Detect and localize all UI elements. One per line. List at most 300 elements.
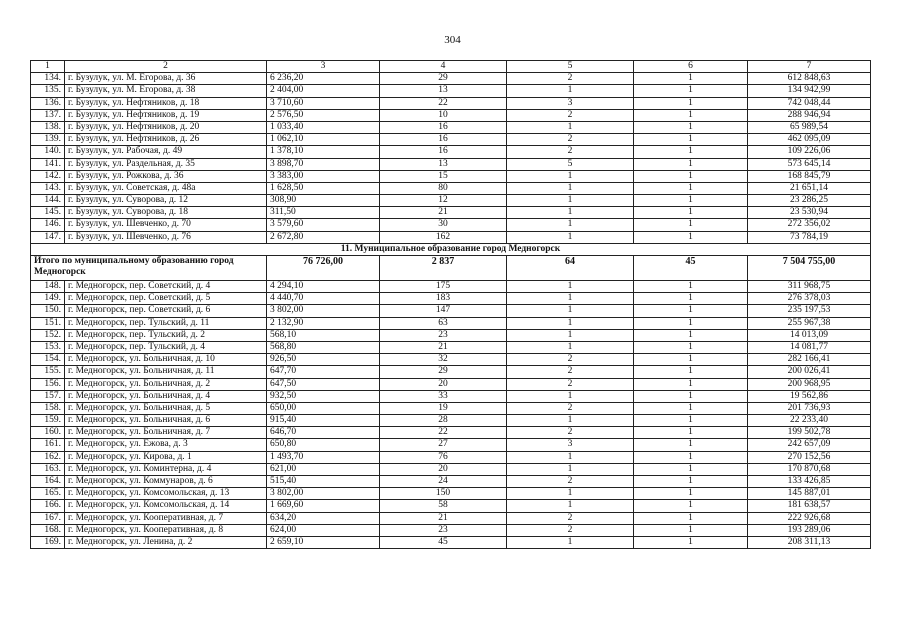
value-cell: 13: [380, 85, 507, 97]
value-cell: 13: [380, 158, 507, 170]
table-row: [31, 390, 871, 402]
address-cell: г. Медногорск, ул. Комсомольская, д. 13: [65, 488, 267, 500]
row-number: 168.: [31, 524, 65, 536]
row-number: 135.: [31, 85, 65, 97]
value-cell: 2: [507, 402, 634, 414]
address-cell: г. Бузулук, ул. Суворова, д. 12: [65, 195, 267, 207]
value-cell: 80: [380, 182, 507, 194]
value-cell: 15: [380, 170, 507, 182]
table-row: [31, 354, 871, 366]
row-number: 142.: [31, 170, 65, 182]
column-header: 2: [65, 61, 267, 73]
value-cell: 22: [380, 97, 507, 109]
address-cell: г. Медногорск, пер. Советский, д. 5: [65, 293, 267, 305]
area-cell: 6 236,20: [267, 73, 380, 85]
sum-cell: 270 152,56: [748, 451, 871, 463]
sum-cell: 242 657,09: [748, 439, 871, 451]
address-cell: г. Медногорск, пер. Тульский, д. 11: [65, 317, 267, 329]
value-cell: 1: [634, 146, 748, 158]
area-cell: 515,40: [267, 476, 380, 488]
value-cell: 2: [507, 354, 634, 366]
value-cell: 1: [634, 402, 748, 414]
table-row: [31, 341, 871, 353]
address-cell: г. Бузулук, ул. Шевченко, д. 70: [65, 219, 267, 231]
row-number: 158.: [31, 402, 65, 414]
sum-cell: 109 226,06: [748, 146, 871, 158]
value-cell: 1: [507, 219, 634, 231]
area-cell: 3 802,00: [267, 305, 380, 317]
value-cell: 1: [507, 329, 634, 341]
row-number: 149.: [31, 293, 65, 305]
table-row: [31, 329, 871, 341]
value-cell: 1: [634, 500, 748, 512]
value-cell: 1: [634, 97, 748, 109]
value-cell: 24: [380, 476, 507, 488]
row-number: 160.: [31, 427, 65, 439]
table-row: [31, 439, 871, 451]
sum-cell: 288 946,94: [748, 109, 871, 121]
table-row: [31, 182, 871, 194]
value-cell: 1: [634, 427, 748, 439]
value-cell: 23: [380, 524, 507, 536]
area-cell: 3 383,00: [267, 170, 380, 182]
value-cell: 147: [380, 305, 507, 317]
value-cell: 58: [380, 500, 507, 512]
column-header: 1: [31, 61, 65, 73]
sum-cell: 208 311,13: [748, 536, 871, 548]
sum-cell: 255 967,38: [748, 317, 871, 329]
value-cell: 1: [507, 170, 634, 182]
value-cell: 1: [634, 512, 748, 524]
section-heading-row: [31, 243, 871, 255]
sum-cell: 272 356,02: [748, 219, 871, 231]
row-number: 134.: [31, 73, 65, 85]
area-cell: 2 404,00: [267, 85, 380, 97]
table-row: [31, 366, 871, 378]
housing-table: [30, 60, 871, 549]
value-cell: 1: [634, 415, 748, 427]
value-cell: 183: [380, 293, 507, 305]
sum-cell: 276 378,03: [748, 293, 871, 305]
value-cell: 10: [380, 109, 507, 121]
value-cell: 16: [380, 134, 507, 146]
value-cell: 29: [380, 366, 507, 378]
table-row: [31, 317, 871, 329]
total-value: 45: [634, 256, 748, 281]
value-cell: 1: [634, 281, 748, 293]
total-label: Итого по муниципальному образованию город Медногорск: [31, 256, 267, 281]
area-cell: 915,40: [267, 415, 380, 427]
row-number: 139.: [31, 134, 65, 146]
row-number: 146.: [31, 219, 65, 231]
row-number: 155.: [31, 366, 65, 378]
column-header: 4: [380, 61, 507, 73]
value-cell: 1: [634, 463, 748, 475]
value-cell: 1: [507, 488, 634, 500]
table-row: [31, 488, 871, 500]
value-cell: 1: [634, 439, 748, 451]
area-cell: 1 033,40: [267, 121, 380, 133]
table-row: [31, 524, 871, 536]
value-cell: 2: [507, 524, 634, 536]
row-number: 138.: [31, 121, 65, 133]
address-cell: г. Бузулук, ул. М. Егорова, д. 38: [65, 85, 267, 97]
value-cell: 2: [507, 427, 634, 439]
table-row: [31, 536, 871, 548]
address-cell: г. Медногорск, ул. Коммунаров, д. 6: [65, 476, 267, 488]
table-row: [31, 402, 871, 414]
address-cell: г. Медногорск, пер. Тульский, д. 2: [65, 329, 267, 341]
table-row: [31, 500, 871, 512]
address-cell: г. Медногорск, ул. Ежова, д. 3: [65, 439, 267, 451]
total-area: 76 726,00: [267, 256, 380, 281]
sum-cell: 181 638,57: [748, 500, 871, 512]
row-number: 148.: [31, 281, 65, 293]
value-cell: 150: [380, 488, 507, 500]
column-header: 5: [507, 61, 634, 73]
sum-cell: 19 562,86: [748, 390, 871, 402]
sum-cell: 200 026,41: [748, 366, 871, 378]
table-row: [31, 476, 871, 488]
area-cell: 647,50: [267, 378, 380, 390]
value-cell: 175: [380, 281, 507, 293]
table-row: [31, 231, 871, 243]
value-cell: 1: [507, 536, 634, 548]
area-cell: 1 493,70: [267, 451, 380, 463]
area-cell: 621,00: [267, 463, 380, 475]
row-number: 157.: [31, 390, 65, 402]
value-cell: 1: [634, 317, 748, 329]
address-cell: г. Медногорск, пер. Советский, д. 6: [65, 305, 267, 317]
value-cell: 2: [507, 476, 634, 488]
value-cell: 1: [634, 451, 748, 463]
value-cell: 1: [507, 317, 634, 329]
value-cell: 2: [507, 109, 634, 121]
value-cell: 1: [634, 134, 748, 146]
table-row: [31, 170, 871, 182]
sum-cell: 14 081,77: [748, 341, 871, 353]
value-cell: 1: [634, 109, 748, 121]
row-number: 140.: [31, 146, 65, 158]
value-cell: 1: [507, 500, 634, 512]
sum-cell: 199 502,78: [748, 427, 871, 439]
area-cell: 1 062,10: [267, 134, 380, 146]
value-cell: 2: [507, 366, 634, 378]
value-cell: 1: [634, 121, 748, 133]
area-cell: 932,50: [267, 390, 380, 402]
sum-cell: 311 968,75: [748, 281, 871, 293]
address-cell: г. Бузулук, ул. Нефтяников, д. 20: [65, 121, 267, 133]
value-cell: 32: [380, 354, 507, 366]
value-cell: 3: [507, 439, 634, 451]
value-cell: 1: [634, 476, 748, 488]
table-row: [31, 281, 871, 293]
value-cell: 1: [634, 207, 748, 219]
sum-cell: 133 426,85: [748, 476, 871, 488]
area-cell: 646,70: [267, 427, 380, 439]
value-cell: 1: [634, 231, 748, 243]
value-cell: 1: [634, 85, 748, 97]
address-cell: г. Бузулук, ул. Рожкова, д. 36: [65, 170, 267, 182]
value-cell: 28: [380, 415, 507, 427]
value-cell: 1: [634, 219, 748, 231]
column-header: 3: [267, 61, 380, 73]
address-cell: г. Бузулук, ул. М. Егорова, д. 36: [65, 73, 267, 85]
row-number: 143.: [31, 182, 65, 194]
address-cell: г. Бузулук, ул. Суворова, д. 18: [65, 207, 267, 219]
value-cell: 45: [380, 536, 507, 548]
area-cell: 2 672,80: [267, 231, 380, 243]
sum-cell: 168 845,79: [748, 170, 871, 182]
value-cell: 1: [634, 73, 748, 85]
row-number: 145.: [31, 207, 65, 219]
table-row: [31, 305, 871, 317]
table-row: [31, 97, 871, 109]
value-cell: 19: [380, 402, 507, 414]
sum-cell: 222 926,68: [748, 512, 871, 524]
table-row: [31, 85, 871, 97]
address-cell: г. Медногорск, ул. Комсомольская, д. 14: [65, 500, 267, 512]
sum-cell: 742 048,44: [748, 97, 871, 109]
row-number: 150.: [31, 305, 65, 317]
sum-cell: 14 013,09: [748, 329, 871, 341]
row-number: 167.: [31, 512, 65, 524]
value-cell: 1: [634, 354, 748, 366]
value-cell: 23: [380, 329, 507, 341]
address-cell: г. Медногорск, ул. Больничная, д. 11: [65, 366, 267, 378]
table-row: [31, 415, 871, 427]
row-number: 159.: [31, 415, 65, 427]
table-row: [31, 207, 871, 219]
sum-cell: 170 870,68: [748, 463, 871, 475]
table-row: [31, 463, 871, 475]
row-number: 141.: [31, 158, 65, 170]
table-row: [31, 146, 871, 158]
value-cell: 1: [507, 121, 634, 133]
sum-cell: 200 968,95: [748, 378, 871, 390]
value-cell: 1: [634, 378, 748, 390]
sum-cell: 23 286,25: [748, 195, 871, 207]
row-number: 147.: [31, 231, 65, 243]
value-cell: 1: [507, 305, 634, 317]
value-cell: 21: [380, 341, 507, 353]
sum-cell: 235 197,53: [748, 305, 871, 317]
table-row: [31, 378, 871, 390]
area-cell: 568,10: [267, 329, 380, 341]
area-cell: 926,50: [267, 354, 380, 366]
row-number: 153.: [31, 341, 65, 353]
value-cell: 1: [507, 231, 634, 243]
value-cell: 76: [380, 451, 507, 463]
row-number: 152.: [31, 329, 65, 341]
column-header: 7: [748, 61, 871, 73]
value-cell: 16: [380, 146, 507, 158]
row-number: 165.: [31, 488, 65, 500]
value-cell: 1: [507, 85, 634, 97]
address-cell: г. Медногорск, пер. Советский, д. 4: [65, 281, 267, 293]
row-number: 166.: [31, 500, 65, 512]
area-cell: 4 294,10: [267, 281, 380, 293]
row-number: 136.: [31, 97, 65, 109]
value-cell: 2: [507, 134, 634, 146]
value-cell: 1: [634, 536, 748, 548]
value-cell: 1: [507, 195, 634, 207]
sum-cell: 573 645,14: [748, 158, 871, 170]
value-cell: 12: [380, 195, 507, 207]
address-cell: г. Бузулук, ул. Рабочая, д. 49: [65, 146, 267, 158]
area-cell: 634,20: [267, 512, 380, 524]
value-cell: 162: [380, 231, 507, 243]
address-cell: г. Медногорск, пер. Тульский, д. 4: [65, 341, 267, 353]
value-cell: 5: [507, 158, 634, 170]
sum-cell: 22 233,40: [748, 415, 871, 427]
area-cell: 647,70: [267, 366, 380, 378]
area-cell: 1 669,60: [267, 500, 380, 512]
value-cell: 2: [507, 378, 634, 390]
sum-cell: 23 530,94: [748, 207, 871, 219]
table-row: [31, 512, 871, 524]
row-number: 154.: [31, 354, 65, 366]
table-row: [31, 219, 871, 231]
table-row: [31, 427, 871, 439]
table-row: [31, 158, 871, 170]
area-cell: 2 132,90: [267, 317, 380, 329]
area-cell: 2 576,50: [267, 109, 380, 121]
value-cell: 1: [634, 341, 748, 353]
table-row: [31, 134, 871, 146]
address-cell: г. Бузулук, ул. Нефтяников, д. 26: [65, 134, 267, 146]
total-value: 64: [507, 256, 634, 281]
address-cell: г. Медногорск, ул. Больничная, д. 5: [65, 402, 267, 414]
total-sum: 7 504 755,00: [748, 256, 871, 281]
address-cell: г. Медногорск, ул. Больничная, д. 4: [65, 390, 267, 402]
area-cell: 650,80: [267, 439, 380, 451]
value-cell: 3: [507, 97, 634, 109]
sum-cell: 193 289,06: [748, 524, 871, 536]
address-cell: г. Медногорск, ул. Кирова, д. 1: [65, 451, 267, 463]
value-cell: 1: [634, 524, 748, 536]
row-number: 164.: [31, 476, 65, 488]
value-cell: 1: [634, 305, 748, 317]
column-header: 6: [634, 61, 748, 73]
value-cell: 22: [380, 427, 507, 439]
value-cell: 1: [507, 415, 634, 427]
total-value: 2 837: [380, 256, 507, 281]
value-cell: 16: [380, 121, 507, 133]
value-cell: 1: [507, 182, 634, 194]
area-cell: 3 802,00: [267, 488, 380, 500]
area-cell: 311,50: [267, 207, 380, 219]
sum-cell: 65 989,54: [748, 121, 871, 133]
value-cell: 1: [634, 329, 748, 341]
area-cell: 1 378,10: [267, 146, 380, 158]
row-number: 137.: [31, 109, 65, 121]
page-number: 304: [444, 34, 461, 46]
value-cell: 1: [507, 293, 634, 305]
address-cell: г. Бузулук, ул. Шевченко, д. 76: [65, 231, 267, 243]
value-cell: 27: [380, 439, 507, 451]
sum-cell: 462 095,09: [748, 134, 871, 146]
value-cell: 1: [634, 170, 748, 182]
address-cell: г. Бузулук, ул. Раздельная, д. 35: [65, 158, 267, 170]
row-number: 144.: [31, 195, 65, 207]
address-cell: г. Медногорск, ул. Больничная, д. 2: [65, 378, 267, 390]
address-cell: г. Бузулук, ул. Нефтяников, д. 18: [65, 97, 267, 109]
value-cell: 1: [634, 293, 748, 305]
value-cell: 30: [380, 219, 507, 231]
area-cell: 3 579,60: [267, 219, 380, 231]
address-cell: г. Медногорск, ул. Ленина, д. 2: [65, 536, 267, 548]
address-cell: г. Медногорск, ул. Больничная, д. 10: [65, 354, 267, 366]
area-cell: 4 440,70: [267, 293, 380, 305]
area-cell: 2 659,10: [267, 536, 380, 548]
sum-cell: 282 166,41: [748, 354, 871, 366]
value-cell: 1: [634, 182, 748, 194]
value-cell: 1: [507, 341, 634, 353]
total-row: [31, 256, 871, 281]
sum-cell: 73 784,19: [748, 231, 871, 243]
table-row: [31, 451, 871, 463]
sum-cell: 21 651,14: [748, 182, 871, 194]
area-cell: 3 898,70: [267, 158, 380, 170]
table-row: [31, 195, 871, 207]
row-number: 161.: [31, 439, 65, 451]
value-cell: 1: [634, 488, 748, 500]
value-cell: 2: [507, 512, 634, 524]
value-cell: 21: [380, 207, 507, 219]
area-cell: 650,00: [267, 402, 380, 414]
section-title: 11. Муниципальное образование город Медногорск: [31, 243, 871, 255]
sum-cell: 201 736,93: [748, 402, 871, 414]
address-cell: г. Медногорск, ул. Больничная, д. 6: [65, 415, 267, 427]
area-cell: 3 710,60: [267, 97, 380, 109]
value-cell: 1: [507, 390, 634, 402]
value-cell: 1: [507, 463, 634, 475]
value-cell: 1: [634, 390, 748, 402]
value-cell: 29: [380, 73, 507, 85]
value-cell: 1: [634, 158, 748, 170]
address-cell: г. Бузулук, ул. Советская, д. 48а: [65, 182, 267, 194]
value-cell: 1: [507, 281, 634, 293]
address-cell: г. Медногорск, ул. Коминтерна, д. 4: [65, 463, 267, 475]
sum-cell: 612 848,63: [748, 73, 871, 85]
row-number: 151.: [31, 317, 65, 329]
value-cell: 1: [507, 207, 634, 219]
address-cell: г. Медногорск, ул. Кооперативная, д. 8: [65, 524, 267, 536]
value-cell: 1: [634, 195, 748, 207]
area-cell: 1 628,50: [267, 182, 380, 194]
row-number: 163.: [31, 463, 65, 475]
table-row: [31, 73, 871, 85]
row-number: 156.: [31, 378, 65, 390]
value-cell: 20: [380, 463, 507, 475]
area-cell: 568,80: [267, 341, 380, 353]
value-cell: 1: [634, 366, 748, 378]
value-cell: 20: [380, 378, 507, 390]
value-cell: 1: [507, 451, 634, 463]
sum-cell: 134 942,99: [748, 85, 871, 97]
value-cell: 2: [507, 146, 634, 158]
table-row: [31, 293, 871, 305]
row-number: 162.: [31, 451, 65, 463]
column-number-row: [31, 61, 871, 73]
value-cell: 63: [380, 317, 507, 329]
value-cell: 21: [380, 512, 507, 524]
address-cell: г. Медногорск, ул. Кооперативная, д. 7: [65, 512, 267, 524]
address-cell: г. Бузулук, ул. Нефтяников, д. 19: [65, 109, 267, 121]
area-cell: 308,90: [267, 195, 380, 207]
value-cell: 33: [380, 390, 507, 402]
